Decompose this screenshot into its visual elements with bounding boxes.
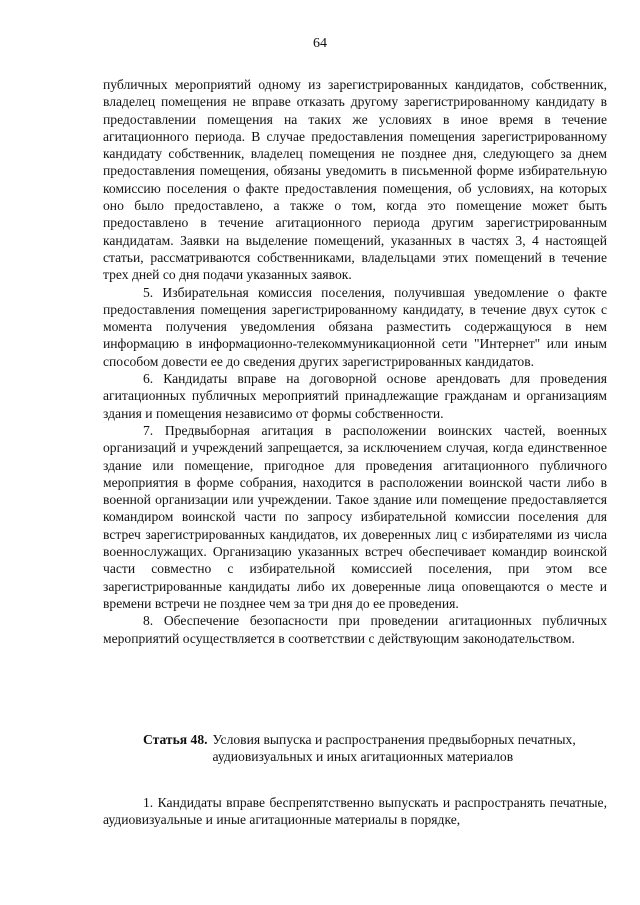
body-text [103,76,607,647]
paragraph-item-8: 8. Обеспечение безопасности при проведении агитационных публичных мероприятий осуществляется в соответствии с действующим законодательством. [103,613,607,646]
paragraph-item-5: 5. Избирательная комиссия поселения, получившая уведомление о факте предоставления помещения зарегистрированному кандидату, в течение двух суток с момента получения уведомления обязана разместить содержащуюся в нем информацию в информационно-телекоммуникационной сети "Интернет" или иным способом довести ее до сведения других зарегистрированных кандидатов. [103,284,607,369]
paragraph-item-6: 6. Кандидаты вправе на договорной основе арендовать для проведения агитационных публичных мероприятий принадлежащие гражданам и организациям здания и помещения независимо от формы собственности. [103,371,607,421]
article-heading-block [103,731,607,766]
article-body [103,794,607,829]
page-number: 64 [313,36,327,51]
paragraph-article-item-1: 1. Кандидаты вправе беспрепятственно выпускать и распространять печатные, аудиовизуальные и иные агитационные материалы в порядке, [103,795,607,828]
paragraph-continuation: публичных мероприятий одному из зарегистрированных кандидатов, собственник, владелец помещения не вправе отказать другому зарегистрированному кандидату в предоставлении помещения на таких же условиях в иное время в течение агитационного периода. В случае предоставления помещения зарегистрированному кандидату собственник, владелец помещения не позднее дня, следующего за днем предоставления помещения, обязаны уведомить в письменной форме избирательную комиссию поселения о факте предоставления помещения, об условиях, на которых оно было предоставлено, а также о том, когда это помещение может быть предоставлено в течение агитационного периода другим зарегистрированным кандидатам. Заявки на выделение помещений, указанных в частях 3, 4 настоящей статьи, рассматриваются собственниками, владельцами этих помещений в течение трех дней со дня подачи указанных заявок. [103,77,607,283]
article-number: Статья 48. [143,732,208,747]
article-heading [103,731,607,766]
article-title: Условия выпуска и распространения предвыборных печатных, аудиовизуальных и иных агитационных материалов [212,732,576,765]
paragraph-item-7: 7. Предвыборная агитация в расположении воинских частей, военных организаций и учреждений запрещается, за исключением случая, когда единственное здание или помещение, пригодное для проведения агитационного публичного мероприятия в форме собрания, находится в расположении воинской части либо в военной организации или учреждении. Такое здание или помещение предоставляется командиром воинской части по запросу избирательной комиссии поселения для встреч зарегистрированных кандидатов, их доверенных лиц с избирателями из числа военнослужащих. Организацию указанных встреч обеспечивает командир воинской части совместно с избирательной комиссией поселения, при этом все зарегистрированные кандидаты либо их доверенные лица оповещаются о месте и времени встречи не позднее чем за три дня до ее проведения. [103,422,607,611]
